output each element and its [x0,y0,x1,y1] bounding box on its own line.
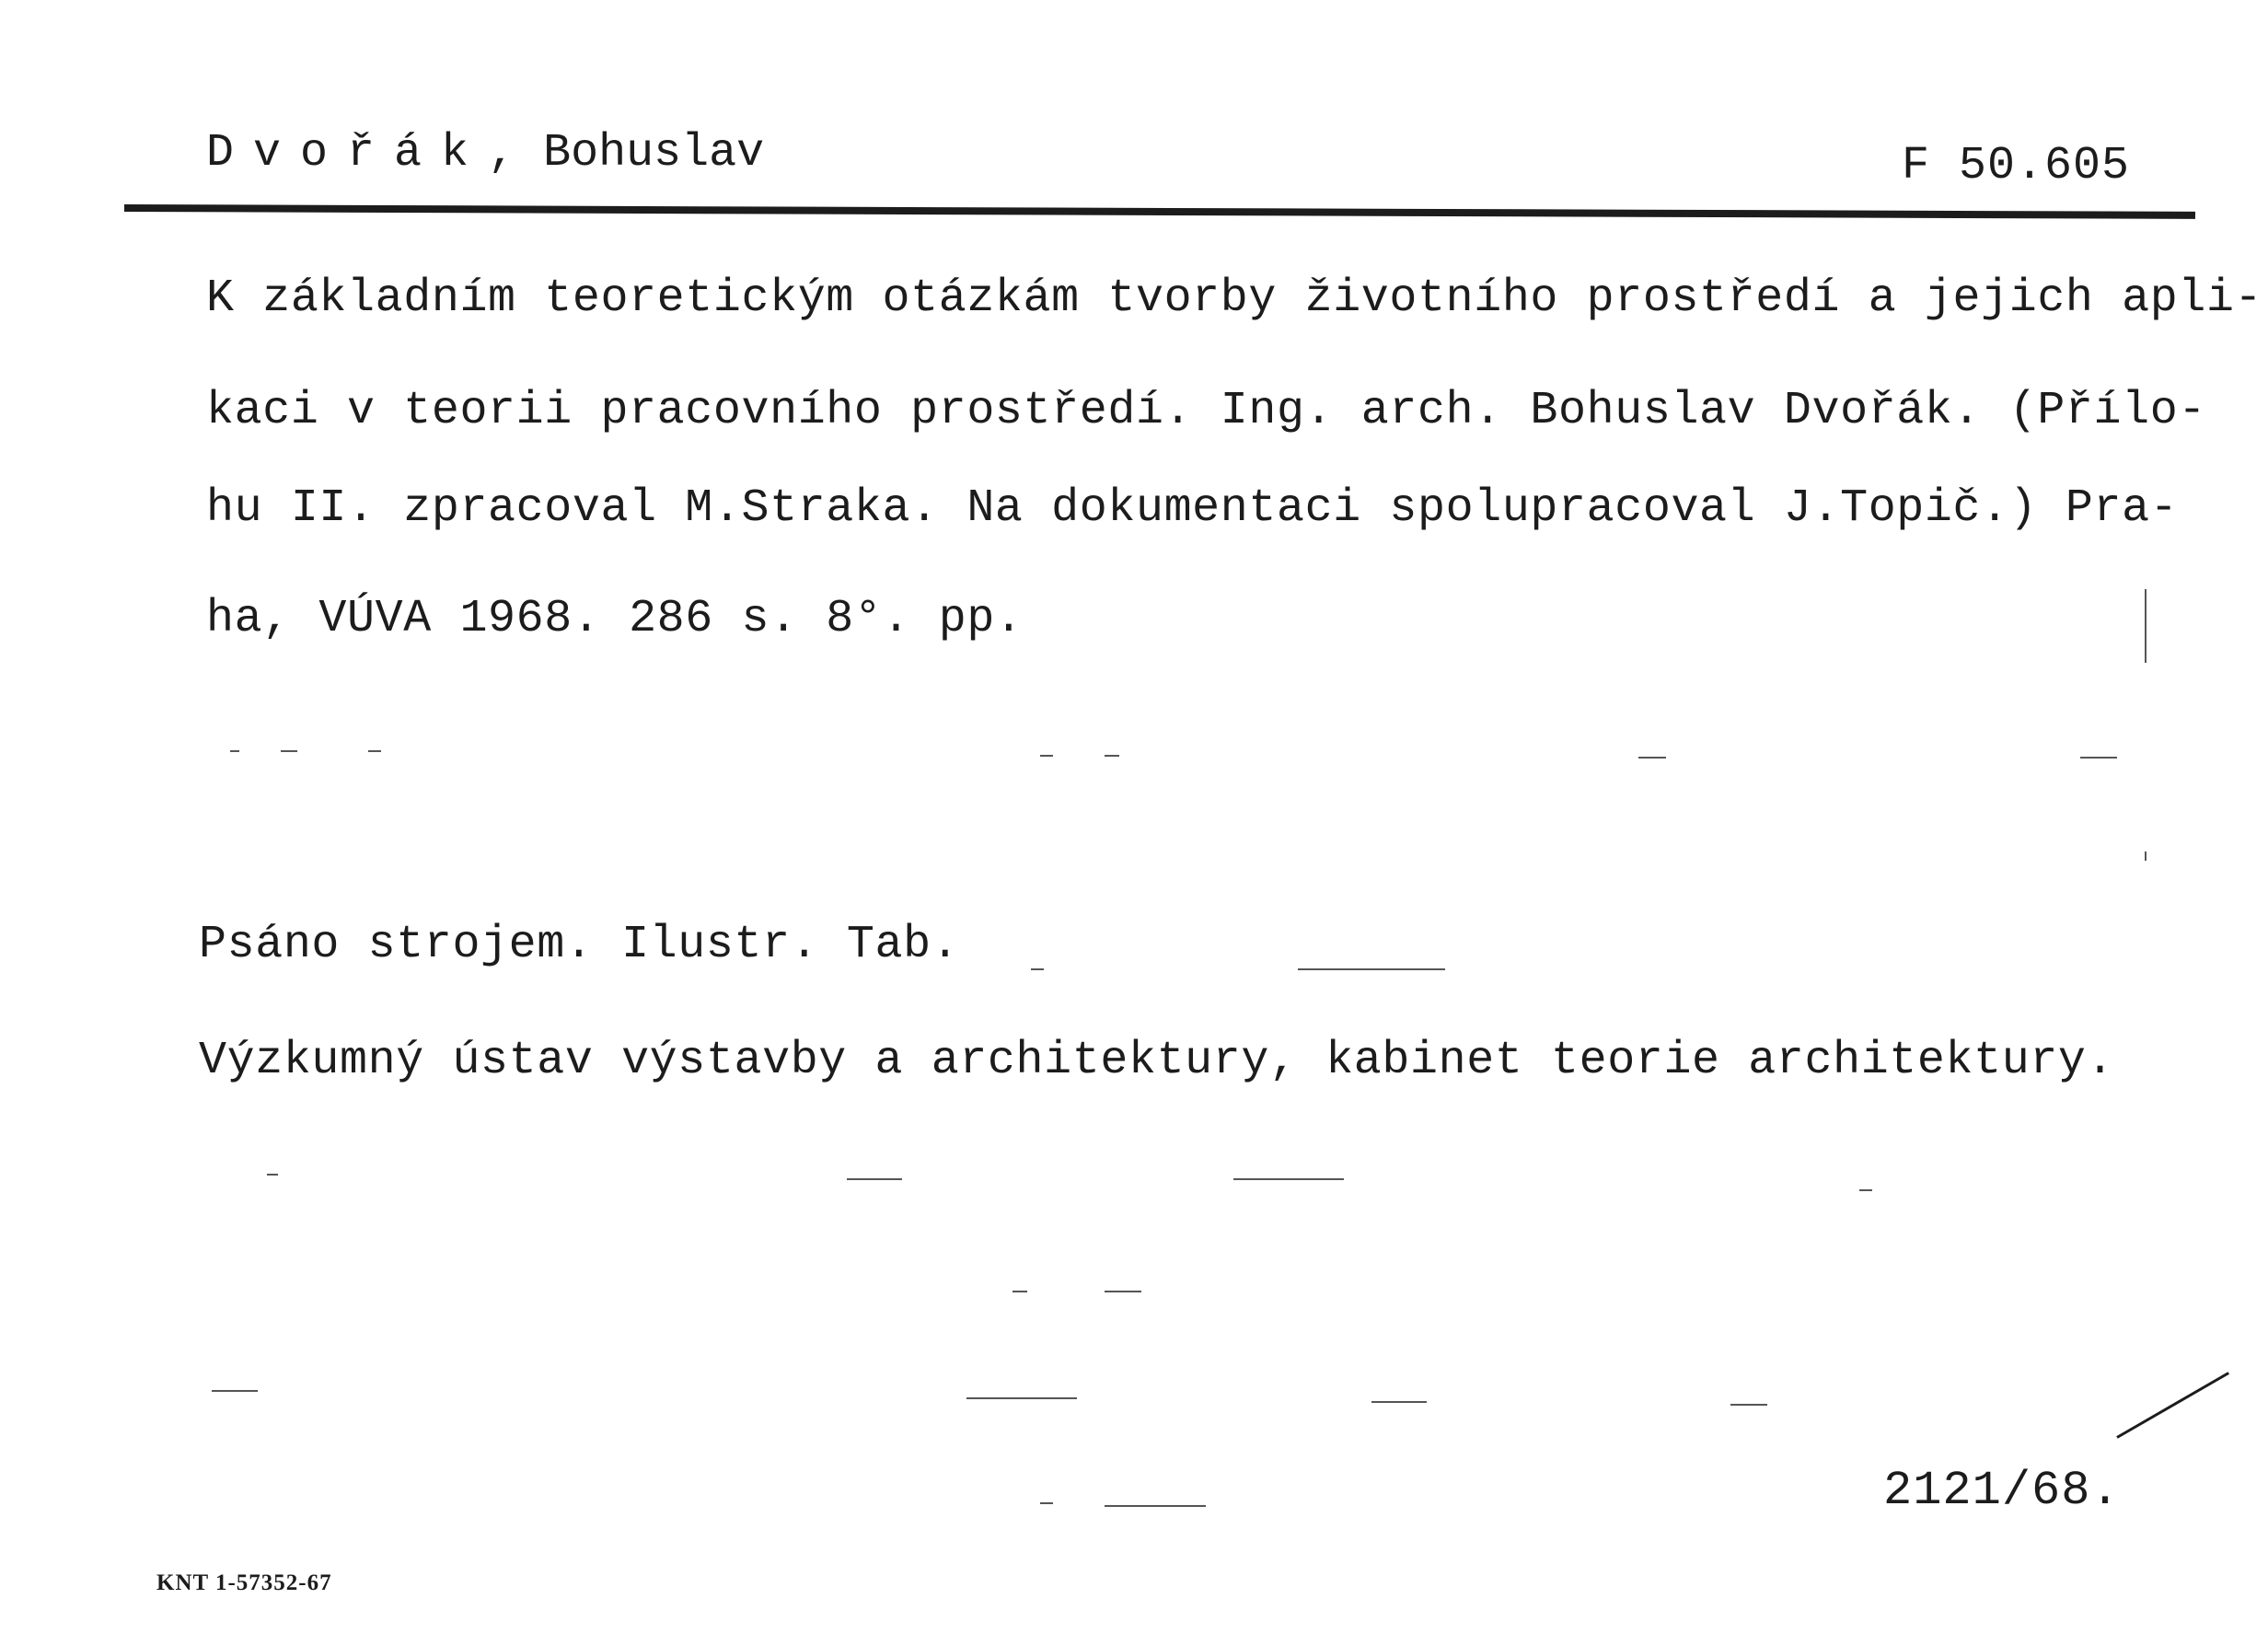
shelfmark: F 50.605 [1901,140,2130,192]
title-line-2: kaci v teorii pracovního prostředí. Ing. arch. Bohuslav Dvořák. (Přílo- [206,385,2206,437]
author-given-name: Bohuslav [543,127,765,180]
printer-mark: KNT 1-57352-67 [156,1570,332,1595]
title-line-1: K základním teoretickým otázkám tvorby životního prostředí a jejich apli- [206,272,2263,325]
title-line-4: ha, VÚVA 1968. 286 s. 8°. pp. [206,593,1024,645]
note-line-2: Výzkumný ústav výstavby a architektury, kabinet teorie architektury. [199,1035,2115,1087]
title-line-3: hu II. zpracoval M.Straka. Na dokumentaci spolupracoval J.Topič.) Pra- [206,482,2179,535]
author-separator: , [488,127,516,180]
author-surname: Dvořák [206,127,489,180]
accession-number: 2121/68. [1883,1464,2121,1518]
note-line-1: Psáno strojem. Ilustr. Tab. [199,919,960,971]
